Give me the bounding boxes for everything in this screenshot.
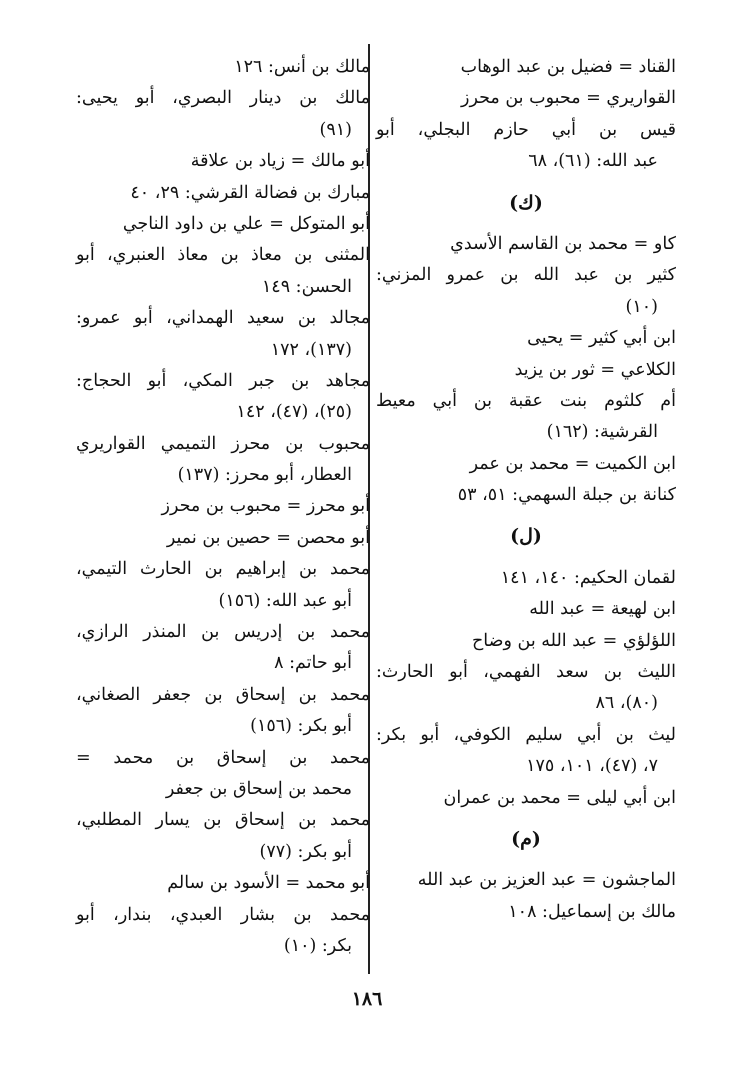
index-entry-line: مجاهد بن جبر المكي، أبو الحجاج:	[76, 370, 370, 391]
page-number: ١٨٦	[351, 988, 383, 1010]
section-gap	[376, 814, 676, 824]
section-gap	[376, 855, 676, 865]
index-entry-line: أبو بكر: (٧٧)	[259, 841, 352, 862]
index-entry-line: محبوب بن محرز التميمي القواريري	[76, 433, 370, 454]
index-entry-line: محمد بن بشار العبدي، بندار، أبو	[76, 904, 370, 925]
index-entry-line: لقمان الحكيم: ١٤٠، ١٤١	[500, 567, 676, 588]
index-entry-line: ابن الكميت = محمد بن عمر	[469, 453, 676, 474]
index-entry-line: ٧، (٤٧)، ١٠١، ١٧٥	[526, 756, 658, 777]
index-entry-line: بكر: (١٠)	[283, 935, 352, 956]
index-entry-line: (١٣٧)، ١٧٢	[270, 339, 352, 360]
section-gap	[376, 511, 676, 521]
index-entry-line: (٢٥)، (٤٧)، ١٤٢	[236, 402, 352, 423]
index-entry-line: محمد بن إسحاق بن جعفر الصغاني،	[76, 684, 370, 705]
index-entry-line: كنانة بن جبلة السهمي: ٥١، ٥٣	[457, 485, 676, 506]
index-entry-line: الليث بن سعد الفهمي، أبو الحارث:	[376, 662, 676, 683]
index-entry-line: (٨٠)، ٨٦	[595, 693, 658, 714]
index-column-left	[76, 52, 370, 962]
index-entry-line: المثنى بن معاذ بن معاذ العنبري، أبو	[76, 245, 370, 266]
index-entry-line: مجالد بن سعيد الهمداني، أبو عمرو:	[76, 308, 370, 329]
index-entry-line: أبو بكر: (١٥٦)	[250, 716, 352, 737]
index-entry-line: القرشية: (١٦٢)	[546, 422, 658, 443]
section-gap	[376, 219, 676, 229]
index-entry-line: ابن أبي كثير = يحيى	[527, 328, 676, 349]
index-entry-line: الحسن: ١٤٩	[261, 276, 352, 297]
index-entry-line: قيس بن أبي حازم البجلي، أبو	[376, 119, 676, 140]
index-entry-line: القناد = فضيل بن عبد الوهاب	[460, 57, 676, 77]
index-entry-line: أم كلثوم بنت عقبة بن أبي معيط	[376, 390, 676, 411]
section-gap	[376, 553, 676, 563]
index-entry-line: القواريري = محبوب بن محرز	[461, 88, 676, 109]
index-entry-line: محمد بن إسحاق بن محمد =	[76, 747, 370, 768]
index-entry-line: الماجشون = عبد العزيز بن عبد الله	[417, 870, 676, 891]
section-letter-heading: (ك)	[509, 191, 543, 214]
index-entry-line: أبو حاتم: ٨	[274, 653, 352, 674]
index-entry-line: كثير بن عبد الله بن عمرو المزني:	[376, 265, 676, 286]
index-entry-line: مالك بن إسماعيل: ١٠٨	[508, 901, 676, 922]
index-entry-line: أبو محصن = حصين بن نمير	[166, 527, 370, 548]
index-entry-line: مبارك بن فضالة القرشي: ٢٩، ٤٠	[130, 182, 370, 203]
section-letter-heading: (م)	[511, 827, 541, 850]
index-entry-line: ابن أبي ليلى = محمد بن عمران	[443, 787, 676, 808]
index-entry-line: أبو عبد الله: (١٥٦)	[218, 590, 352, 611]
index-entry-line: كاو = محمد بن القاسم الأسدي	[450, 233, 676, 254]
index-entry-line: العطار، أبو محرز: (١٣٧)	[177, 465, 352, 486]
section-letter-heading: (ل)	[510, 525, 542, 548]
index-entry-line: الكلاعي = ثور بن يزيد	[514, 359, 676, 380]
index-entry-line: أبو محرز = محبوب بن محرز	[161, 496, 370, 517]
index-entry-line: محمد بن إسحاق بن يسار المطلبي،	[76, 810, 370, 831]
index-entry-line: أبو مالك = زياد بن علاقة	[190, 151, 370, 172]
index-entry-line: أبو محمد = الأسود بن سالم	[167, 873, 370, 894]
index-entry-line: ليث بن أبي سليم الكوفي، أبو بكر:	[376, 724, 676, 745]
index-entry-line: (١٠)	[625, 296, 658, 317]
index-entry-line: محمد بن إسحاق بن جعفر	[165, 778, 352, 799]
index-entry-line: (٩١)	[319, 119, 352, 140]
index-entry-line: محمد بن إبراهيم بن الحارث التيمي،	[76, 559, 370, 580]
section-gap	[376, 178, 676, 188]
index-column-right	[376, 52, 676, 928]
index-entry-line: مالك بن أنس: ١٢٦	[234, 57, 370, 77]
index-entry-line: اللؤلؤي = عبد الله بن وضاح	[472, 630, 676, 651]
index-entry-line: ابن لهيعة = عبد الله	[529, 599, 676, 620]
index-entry-line: أبو المتوكل = علي بن داود الناجي	[122, 213, 370, 234]
index-entry-line: مالك بن دينار البصري، أبو يحيى:	[76, 88, 370, 109]
index-entry-line: محمد بن إدريس بن المنذر الرازي،	[76, 622, 370, 643]
index-entry-line: عبد الله: (٦١)، ٦٨	[528, 151, 658, 172]
